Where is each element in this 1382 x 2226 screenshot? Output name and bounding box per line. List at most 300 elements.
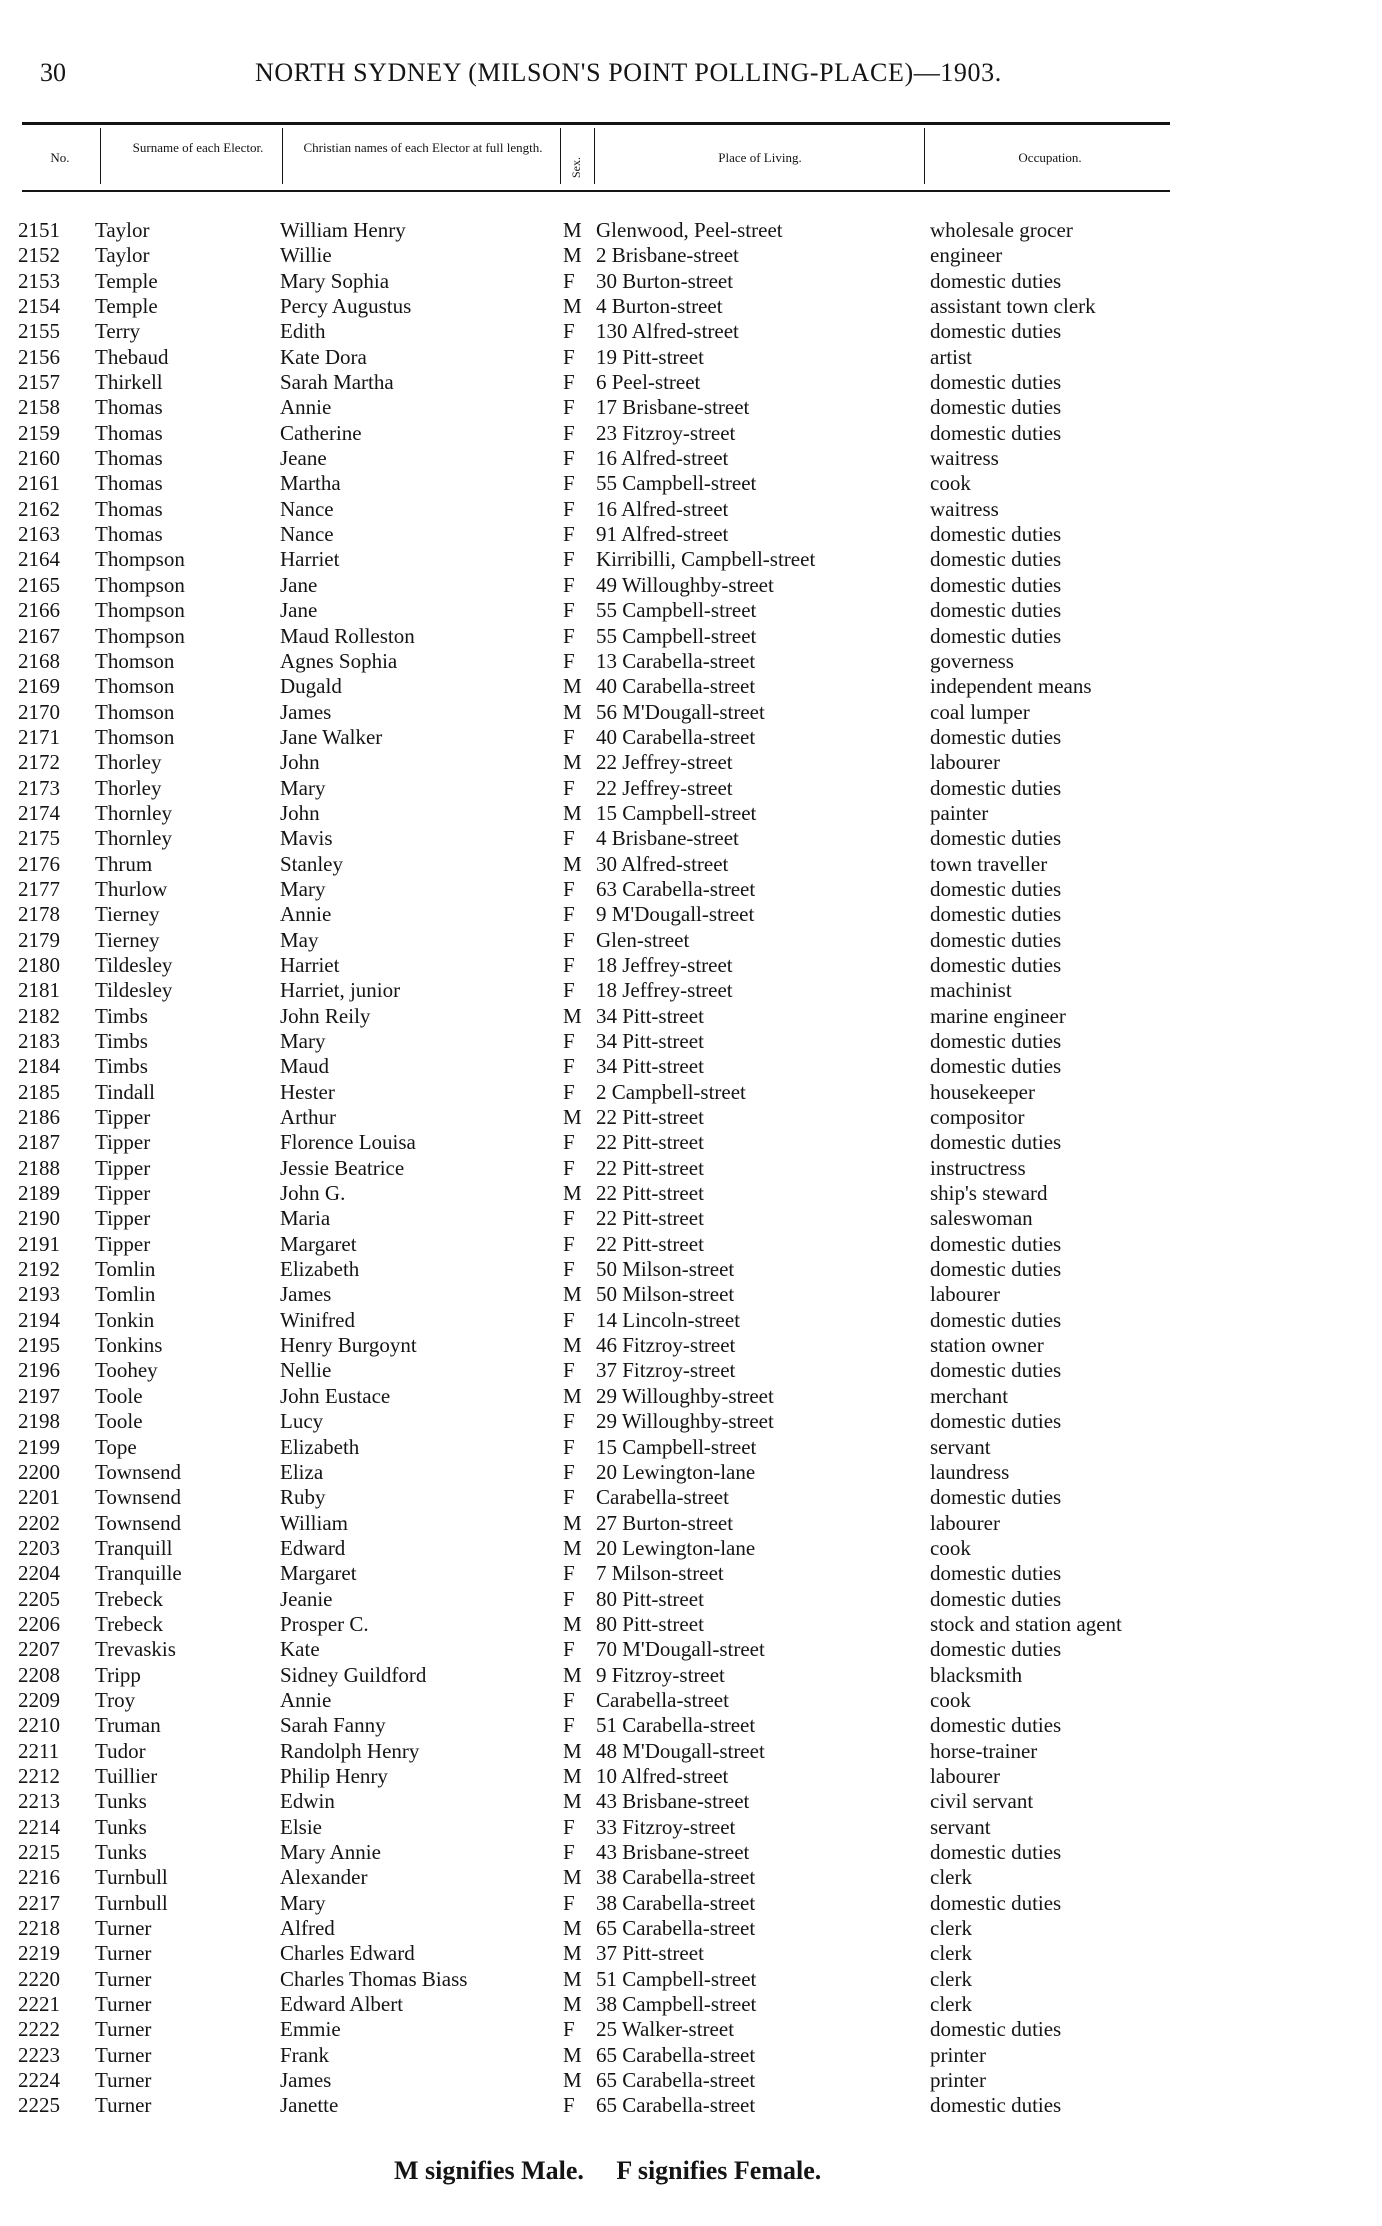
table-row — [0, 1206, 1382, 1231]
elector-christian-names: Mary — [280, 775, 326, 800]
table-row — [0, 1739, 1382, 1764]
elector-place-of-living: 55 Campbell-street — [596, 598, 757, 623]
elector-surname: Thebaud — [95, 344, 169, 369]
elector-sex: M — [563, 218, 582, 242]
elector-christian-names: Mary Annie — [280, 1840, 381, 1864]
elector-place-of-living: 40 Carabella-street — [596, 724, 756, 749]
table-row — [0, 1080, 1382, 1105]
elector-number: 2169 — [18, 674, 60, 699]
elector-surname: Thomas — [95, 522, 163, 547]
elector-number: 2191 — [18, 1231, 60, 1256]
elector-surname: Tierney — [95, 927, 160, 952]
table-row — [0, 1105, 1382, 1130]
elector-occupation: cook — [930, 1535, 971, 1560]
elector-christian-names: Harriet — [280, 547, 340, 572]
elector-christian-names: Edward Albert — [280, 1992, 404, 2017]
elector-place-of-living: 22 Pitt-street — [596, 1181, 704, 1206]
elector-number: 2155 — [18, 319, 60, 344]
elector-surname: Tildesley — [95, 978, 173, 1003]
elector-sex: F — [563, 1409, 575, 1434]
elector-place-of-living: Glenwood, Peel-street — [596, 218, 783, 242]
sex-legend — [394, 2156, 847, 2186]
elector-christian-names: William Henry — [280, 218, 406, 242]
elector-surname: Thompson — [95, 547, 185, 572]
elector-place-of-living: Carabella-street — [596, 1687, 729, 1712]
elector-sex: M — [563, 1865, 582, 1890]
elector-christian-names: Winifred — [280, 1307, 355, 1332]
header-bottom-rule — [22, 190, 1170, 192]
elector-surname: Thomas — [95, 446, 163, 471]
elector-place-of-living: 9 M'Dougall-street — [596, 902, 755, 927]
elector-occupation: domestic duties — [930, 1840, 1062, 1864]
elector-sex: F — [563, 1358, 575, 1383]
elector-sex: F — [563, 1307, 575, 1332]
elector-place-of-living: 50 Milson-street — [596, 1257, 735, 1282]
elector-christian-names: Maria — [280, 1206, 331, 1231]
header-no: No. — [50, 150, 70, 165]
elector-sex: F — [563, 1206, 575, 1231]
elector-occupation: domestic duties — [930, 724, 1062, 749]
elector-surname: Tonkins — [95, 1333, 163, 1358]
table-row — [0, 928, 1382, 953]
elector-sex: M — [563, 750, 582, 775]
elector-place-of-living: 16 Alfred-street — [596, 446, 729, 471]
elector-occupation: domestic duties — [930, 2093, 1062, 2118]
elector-sex: F — [563, 1637, 575, 1662]
elector-number: 2208 — [18, 1662, 60, 1687]
table-row — [0, 1257, 1382, 1282]
elector-sex: M — [563, 851, 582, 876]
elector-occupation: waitress — [930, 446, 999, 471]
elector-christian-names: Lucy — [280, 1409, 324, 1434]
elector-christian-names: Jeanie — [280, 1586, 333, 1611]
elector-number: 2185 — [18, 1079, 60, 1104]
elector-place-of-living: 56 M'Dougall-street — [596, 699, 765, 724]
elector-christian-names: Hester — [280, 1079, 335, 1104]
elector-place-of-living: 130 Alfred-street — [596, 319, 739, 344]
elector-surname: Turner — [95, 1916, 152, 1941]
elector-occupation: domestic duties — [930, 1561, 1062, 1586]
elector-surname: Tudor — [95, 1738, 146, 1763]
table-row — [0, 1130, 1382, 1155]
elector-number: 2154 — [18, 294, 60, 319]
elector-surname: Tipper — [95, 1155, 151, 1180]
elector-surname: Tunks — [95, 1814, 147, 1839]
elector-christian-names: Catherine — [280, 420, 362, 445]
elector-christian-names: Arthur — [280, 1105, 336, 1130]
elector-occupation: compositor — [930, 1105, 1025, 1130]
elector-occupation: domestic duties — [930, 370, 1062, 395]
elector-place-of-living: 22 Pitt-street — [596, 1130, 704, 1155]
elector-surname: Thompson — [95, 572, 185, 597]
elector-sex: M — [563, 1992, 582, 2017]
table-row — [0, 1384, 1382, 1409]
elector-surname: Tonkin — [95, 1307, 155, 1332]
elector-occupation: coal lumper — [930, 699, 1030, 724]
table-row — [0, 725, 1382, 750]
elector-number: 2157 — [18, 370, 60, 395]
elector-surname: Thorley — [95, 775, 162, 800]
elector-surname: Turner — [95, 2068, 152, 2093]
elector-surname: Turner — [95, 2093, 152, 2118]
elector-sex: F — [563, 1814, 575, 1839]
elector-place-of-living: 22 Pitt-street — [596, 1231, 704, 1256]
elector-number: 2168 — [18, 648, 60, 673]
elector-number: 2197 — [18, 1383, 60, 1408]
elector-occupation: independent means — [930, 674, 1092, 699]
table-row — [0, 547, 1382, 572]
elector-place-of-living: 34 Pitt-street — [596, 1054, 704, 1079]
header-divider — [594, 128, 595, 184]
elector-christian-names: May — [280, 927, 319, 952]
elector-sex: F — [563, 623, 575, 648]
elector-christian-names: Charles Thomas Biass — [280, 1966, 468, 1991]
elector-number: 2170 — [18, 699, 60, 724]
elector-surname: Tomlin — [95, 1257, 156, 1282]
table-row — [0, 497, 1382, 522]
elector-sex: F — [563, 471, 575, 496]
table-row — [0, 826, 1382, 851]
elector-occupation: domestic duties — [930, 420, 1062, 445]
table-row — [0, 852, 1382, 877]
elector-christian-names: Prosper C. — [280, 1611, 369, 1636]
elector-sex: F — [563, 1459, 575, 1484]
elector-christian-names: Frank — [280, 2042, 329, 2067]
elector-surname: Tildesley — [95, 952, 173, 977]
elector-place-of-living: Glen-street — [596, 927, 690, 952]
header-place-of-living: Place of Living. — [718, 150, 802, 165]
elector-sex: M — [563, 1941, 582, 1966]
elector-occupation: cook — [930, 1687, 971, 1712]
elector-surname: Thorley — [95, 750, 162, 775]
table-row — [0, 1992, 1382, 2017]
elector-number: 2223 — [18, 2042, 60, 2067]
elector-number: 2177 — [18, 876, 60, 901]
elector-occupation: labourer — [930, 750, 1000, 775]
header-occupation: Occupation. — [1018, 150, 1082, 165]
elector-place-of-living: 23 Fitzroy-street — [596, 420, 736, 445]
elector-christian-names: Mavis — [280, 826, 333, 851]
elector-christian-names: John — [280, 800, 320, 825]
elector-sex: M — [563, 1662, 582, 1687]
elector-surname: Thrum — [95, 851, 153, 876]
elector-number: 2216 — [18, 1865, 60, 1890]
elector-occupation: domestic duties — [930, 902, 1062, 927]
elector-occupation: clerk — [930, 1865, 972, 1890]
table-row — [0, 1637, 1382, 1662]
elector-christian-names: Maud Rolleston — [280, 623, 415, 648]
elector-surname: Taylor — [95, 218, 150, 242]
elector-surname: Tunks — [95, 1789, 147, 1814]
header-sex: Sex. — [569, 157, 583, 178]
elector-sex: M — [563, 1611, 582, 1636]
elector-number: 2166 — [18, 598, 60, 623]
elector-surname: Tipper — [95, 1105, 151, 1130]
elector-place-of-living: 29 Willoughby-street — [596, 1383, 774, 1408]
elector-occupation: labourer — [930, 1763, 1000, 1788]
elector-christian-names: Harriet, junior — [280, 978, 401, 1003]
elector-place-of-living: 2 Campbell-street — [596, 1079, 746, 1104]
elector-sex: M — [563, 1916, 582, 1941]
table-row — [0, 598, 1382, 623]
elector-sex: F — [563, 927, 575, 952]
elector-list — [0, 218, 1382, 2119]
elector-christian-names: Alexander — [280, 1865, 368, 1890]
elector-christian-names: Maud — [280, 1054, 329, 1079]
elector-christian-names: Jane — [280, 572, 318, 597]
elector-christian-names: Eliza — [280, 1459, 324, 1484]
elector-place-of-living: 4 Brisbane-street — [596, 826, 739, 851]
elector-christian-names: Elizabeth — [280, 1257, 360, 1282]
elector-surname: Thomson — [95, 724, 175, 749]
table-row — [0, 1435, 1382, 1460]
elector-surname: Thurlow — [95, 876, 168, 901]
elector-christian-names: Randolph Henry — [280, 1738, 420, 1763]
elector-surname: Timbs — [95, 1003, 148, 1028]
elector-surname: Tindall — [95, 1079, 155, 1104]
elector-occupation: wholesale grocer — [930, 218, 1073, 242]
elector-sex: M — [563, 1383, 582, 1408]
elector-sex: F — [563, 522, 575, 547]
elector-surname: Trebeck — [95, 1586, 164, 1611]
elector-occupation: domestic duties — [930, 268, 1062, 293]
header-divider — [282, 128, 283, 184]
elector-number: 2218 — [18, 1916, 60, 1941]
elector-place-of-living: 20 Lewington-lane — [596, 1535, 756, 1560]
elector-sex: F — [563, 1029, 575, 1053]
table-row — [0, 902, 1382, 927]
elector-christian-names: Alfred — [280, 1916, 335, 1941]
elector-occupation: painter — [930, 800, 989, 825]
elector-place-of-living: 17 Brisbane-street — [596, 395, 750, 420]
elector-number: 2172 — [18, 750, 60, 775]
elector-sex: F — [563, 420, 575, 445]
elector-surname: Thompson — [95, 623, 185, 648]
elector-occupation: blacksmith — [930, 1662, 1023, 1687]
elector-number: 2211 — [18, 1738, 60, 1763]
elector-number: 2193 — [18, 1282, 60, 1307]
elector-christian-names: James — [280, 2068, 332, 2093]
elector-christian-names: Stanley — [280, 851, 343, 876]
elector-occupation: governess — [930, 648, 1014, 673]
elector-number: 2222 — [18, 2017, 60, 2042]
elector-number: 2164 — [18, 547, 60, 572]
elector-place-of-living: 19 Pitt-street — [596, 344, 704, 369]
elector-occupation: domestic duties — [930, 1307, 1062, 1332]
elector-number: 2186 — [18, 1105, 60, 1130]
elector-occupation: domestic duties — [930, 1637, 1062, 1662]
table-row — [0, 1713, 1382, 1738]
table-row — [0, 700, 1382, 725]
table-row — [0, 1358, 1382, 1383]
elector-place-of-living: 25 Walker-street — [596, 2017, 735, 2042]
elector-number: 2180 — [18, 952, 60, 977]
elector-place-of-living: 7 Milson-street — [596, 1561, 724, 1586]
elector-sex: F — [563, 1231, 575, 1256]
table-row — [0, 1156, 1382, 1181]
elector-place-of-living: 9 Fitzroy-street — [596, 1662, 725, 1687]
table-row — [0, 1460, 1382, 1485]
elector-sex: F — [563, 598, 575, 623]
elector-place-of-living: 49 Willoughby-street — [596, 572, 774, 597]
elector-sex: F — [563, 446, 575, 471]
elector-occupation: stock and station agent — [930, 1611, 1122, 1636]
elector-sex: F — [563, 2093, 575, 2118]
elector-surname: Tunks — [95, 1840, 147, 1864]
elector-place-of-living: 38 Carabella-street — [596, 1865, 756, 1890]
elector-place-of-living: 13 Carabella-street — [596, 648, 756, 673]
elector-christian-names: Edwin — [280, 1789, 335, 1814]
elector-surname: Tierney — [95, 902, 160, 927]
elector-sex: M — [563, 1333, 582, 1358]
table-row — [0, 522, 1382, 547]
elector-place-of-living: 55 Campbell-street — [596, 471, 757, 496]
table-row — [0, 877, 1382, 902]
elector-christian-names: Nance — [280, 522, 334, 547]
table-row — [0, 1612, 1382, 1637]
elector-place-of-living: 65 Carabella-street — [596, 2042, 756, 2067]
elector-christian-names: John — [280, 750, 320, 775]
table-row — [0, 1282, 1382, 1307]
elector-occupation: clerk — [930, 1941, 972, 1966]
elector-occupation: ship's steward — [930, 1181, 1048, 1206]
elector-christian-names: Nellie — [280, 1358, 332, 1383]
elector-christian-names: John Reily — [280, 1003, 371, 1028]
elector-number: 2184 — [18, 1054, 60, 1079]
elector-occupation: assistant town clerk — [930, 294, 1096, 319]
elector-surname: Toole — [95, 1409, 143, 1434]
elector-occupation: civil servant — [930, 1789, 1034, 1814]
table-row — [0, 1181, 1382, 1206]
elector-surname: Thomas — [95, 471, 163, 496]
elector-sex: F — [563, 496, 575, 521]
elector-surname: Townsend — [95, 1459, 182, 1484]
table-row — [0, 1029, 1382, 1054]
elector-place-of-living: 46 Fitzroy-street — [596, 1333, 736, 1358]
elector-sex: M — [563, 294, 582, 319]
elector-surname: Taylor — [95, 243, 150, 268]
elector-place-of-living: 70 M'Dougall-street — [596, 1637, 765, 1662]
elector-occupation: domestic duties — [930, 927, 1062, 952]
elector-christian-names: Martha — [280, 471, 341, 496]
table-row — [0, 421, 1382, 446]
elector-occupation: labourer — [930, 1510, 1000, 1535]
elector-occupation: clerk — [930, 1992, 972, 2017]
elector-number: 2156 — [18, 344, 60, 369]
elector-sex: F — [563, 724, 575, 749]
table-row — [0, 1333, 1382, 1358]
elector-surname: Temple — [95, 268, 158, 293]
table-row — [0, 750, 1382, 775]
table-row — [0, 218, 1382, 243]
elector-place-of-living: 65 Carabella-street — [596, 2068, 756, 2093]
elector-christian-names: James — [280, 699, 332, 724]
elector-christian-names: Philip Henry — [280, 1763, 388, 1788]
elector-surname: Toohey — [95, 1358, 158, 1383]
elector-number: 2173 — [18, 775, 60, 800]
elector-christian-names: Willie — [280, 243, 332, 268]
table-row — [0, 953, 1382, 978]
elector-place-of-living: 34 Pitt-street — [596, 1003, 704, 1028]
elector-sex: M — [563, 1763, 582, 1788]
elector-christian-names: Henry Burgoynt — [280, 1333, 417, 1358]
elector-surname: Turner — [95, 2017, 152, 2042]
table-row — [0, 1764, 1382, 1789]
elector-sex: M — [563, 1181, 582, 1206]
elector-place-of-living: 50 Milson-street — [596, 1282, 735, 1307]
elector-christian-names: Harriet — [280, 952, 340, 977]
elector-place-of-living: 27 Burton-street — [596, 1510, 734, 1535]
elector-surname: Turner — [95, 1992, 152, 2017]
elector-sex: F — [563, 572, 575, 597]
elector-number: 2152 — [18, 243, 60, 268]
table-row — [0, 319, 1382, 344]
table-row — [0, 1409, 1382, 1434]
elector-occupation: servant — [930, 1814, 991, 1839]
elector-christian-names: James — [280, 1282, 332, 1307]
elector-number: 2206 — [18, 1611, 60, 1636]
elector-surname: Turner — [95, 1966, 152, 1991]
elector-surname: Trebeck — [95, 1611, 164, 1636]
table-row — [0, 345, 1382, 370]
elector-sex: F — [563, 547, 575, 572]
elector-christian-names: John Eustace — [280, 1383, 391, 1408]
elector-occupation: domestic duties — [930, 522, 1062, 547]
elector-christian-names: Mary — [280, 1890, 326, 1915]
elector-christian-names: Dugald — [280, 674, 342, 699]
elector-place-of-living: 80 Pitt-street — [596, 1611, 704, 1636]
elector-number: 2175 — [18, 826, 60, 851]
elector-place-of-living: 33 Fitzroy-street — [596, 1814, 736, 1839]
elector-christian-names: Annie — [280, 395, 332, 420]
elector-occupation: town traveller — [930, 851, 1048, 876]
elector-sex: F — [563, 1257, 575, 1282]
elector-surname: Temple — [95, 294, 158, 319]
elector-christian-names: Nance — [280, 496, 334, 521]
elector-christian-names: Janette — [280, 2093, 339, 2118]
table-row — [0, 1815, 1382, 1840]
elector-surname: Tipper — [95, 1181, 151, 1206]
table-row — [0, 1941, 1382, 1966]
elector-surname: Thomas — [95, 496, 163, 521]
elector-christian-names: Percy Augustus — [280, 294, 412, 319]
elector-christian-names: Jane Walker — [280, 724, 383, 749]
elector-number: 2159 — [18, 420, 60, 445]
header-divider — [924, 128, 925, 184]
elector-number: 2217 — [18, 1890, 60, 1915]
table-row — [0, 1891, 1382, 1916]
elector-surname: Tranquille — [95, 1561, 182, 1586]
elector-occupation: domestic duties — [930, 1054, 1062, 1079]
elector-occupation: domestic duties — [930, 395, 1062, 420]
table-row — [0, 269, 1382, 294]
elector-occupation: marine engineer — [930, 1003, 1066, 1028]
elector-number: 2205 — [18, 1586, 60, 1611]
elector-sex: M — [563, 1738, 582, 1763]
elector-surname: Thornley — [95, 826, 172, 851]
elector-place-of-living: 80 Pitt-street — [596, 1586, 704, 1611]
elector-place-of-living: 65 Carabella-street — [596, 1916, 756, 1941]
table-row — [0, 1232, 1382, 1257]
elector-christian-names: Mary — [280, 1029, 326, 1053]
elector-number: 2188 — [18, 1155, 60, 1180]
elector-sex: M — [563, 243, 582, 268]
elector-surname: Thirkell — [95, 370, 163, 395]
elector-number: 2219 — [18, 1941, 60, 1966]
elector-christian-names: Jane — [280, 598, 318, 623]
elector-number: 2224 — [18, 2068, 60, 2093]
elector-place-of-living: 16 Alfred-street — [596, 496, 729, 521]
